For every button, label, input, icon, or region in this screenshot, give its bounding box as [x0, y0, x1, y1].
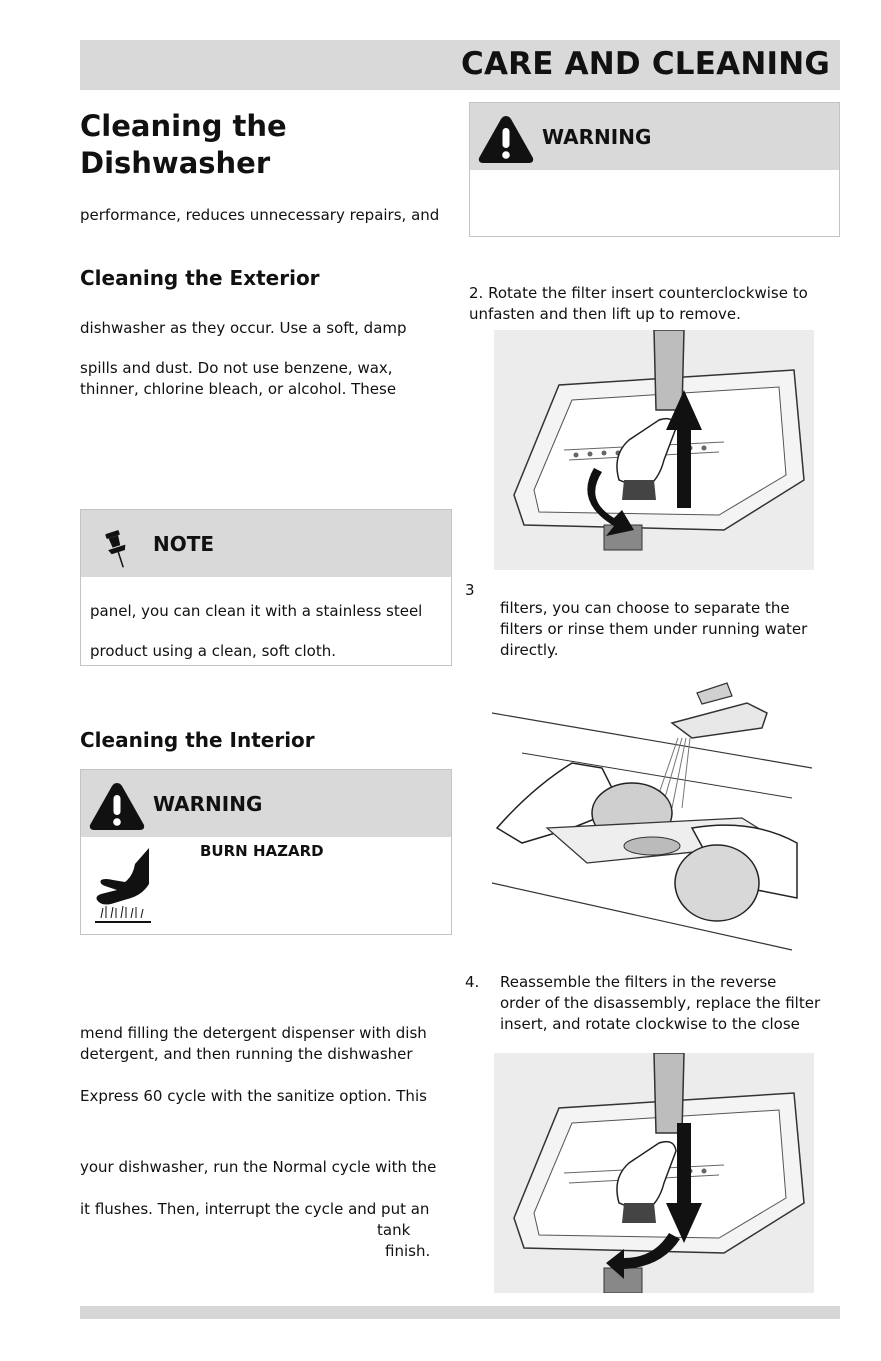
warning-triangle-icon [476, 113, 536, 169]
interior-text-2: detergent, and then running the dishwasher [80, 1045, 413, 1063]
exterior-text-1: dishwasher as they occur. Use a soft, damp [80, 319, 407, 337]
step4-text-1: Reassemble the filters in the reverse [500, 973, 777, 991]
interior-text-7: finish. [385, 1242, 431, 1260]
interior-heading: Cleaning the Interior [80, 728, 315, 752]
note-label: NOTE [153, 532, 215, 556]
step3-text-3: directly. [500, 641, 559, 659]
step3-text-1: filters, you can choose to separate the [500, 599, 790, 617]
intro-text: performance, reduces unnecessary repairs, and [80, 206, 440, 224]
note-text-1: panel, you can clean it with a stainless steel [90, 602, 423, 620]
page-title-line-1: Cleaning the [80, 109, 287, 143]
warning-label: WARNING [153, 792, 263, 816]
step3-number: 3 [465, 581, 475, 599]
warning-label-right: WARNING [542, 125, 652, 149]
step4-text-2: order of the disassembly, replace the filter [500, 994, 821, 1012]
step2-text-1: 2. Rotate the filter insert counterclockwise to [469, 284, 808, 302]
note-text-2: product using a clean, soft cloth. [90, 642, 336, 660]
section-title: CARE AND CLEANING [461, 46, 830, 82]
step4-number: 4. [465, 973, 480, 991]
exterior-text-2: spills and dust. Do not use benzene, wax, [80, 359, 393, 377]
interior-text-6: tank [377, 1221, 411, 1239]
step3-text-2: filters or rinse them under running water [500, 620, 808, 638]
figure-remove-filter [494, 330, 814, 570]
step4-text-3: insert, and rotate clockwise to the close [500, 1015, 800, 1033]
burn-warning-box [80, 769, 452, 935]
burn-hazard-icon [91, 846, 155, 930]
pushpin-icon [103, 528, 133, 574]
interior-text-4: your dishwasher, run the Normal cycle with the [80, 1158, 437, 1176]
exterior-text-3: thinner, chlorine bleach, or alcohol. These [80, 380, 397, 398]
page-title-line-2: Dishwasher [80, 146, 271, 180]
note-box [80, 509, 452, 666]
warning-triangle-icon [87, 780, 147, 836]
footer-bar [80, 1306, 840, 1319]
exterior-heading: Cleaning the Exterior [80, 266, 320, 290]
interior-text-1: mend filling the detergent dispenser with dish [80, 1024, 427, 1042]
note-header [81, 510, 451, 577]
figure-rinse-filters [492, 668, 812, 961]
interior-text-5: it flushes. Then, interrupt the cycle and put an [80, 1200, 430, 1218]
interior-text-3: Express 60 cycle with the sanitize option. This [80, 1087, 427, 1105]
burn-hazard-label: BURN HAZARD [200, 842, 324, 860]
filter-warning-box [469, 102, 840, 237]
step2-text-2: unfasten and then lift up to remove. [469, 305, 741, 323]
figure-reinstall-filter [494, 1053, 814, 1293]
